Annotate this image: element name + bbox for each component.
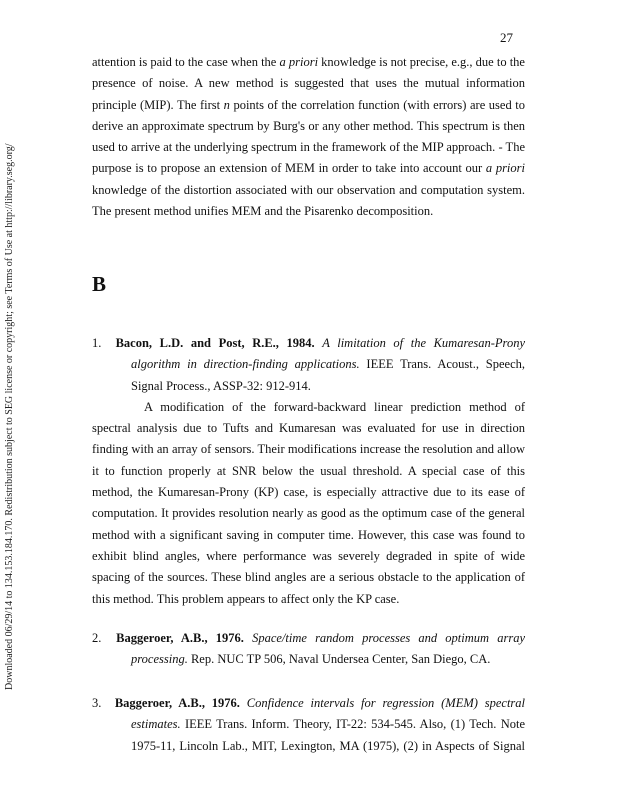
reference-source: Rep. NUC TP 506, Naval Undersea Center, San Diego, CA. xyxy=(190,652,491,667)
section-letter: B xyxy=(92,272,107,296)
reference-authors: Baggeroer, A.B., 1976. xyxy=(114,696,240,710)
intro-italic-3: a priori xyxy=(485,161,525,176)
reference-entry xyxy=(92,628,525,671)
reference-entry xyxy=(92,693,525,778)
reference-citation xyxy=(92,693,525,778)
intro-italic-1: a priori xyxy=(279,55,319,69)
intro-text-4: knowledge of the distortion associated with our observation and computation system. The present method unifies MEM and the Pisarenko decomposition. xyxy=(92,182,525,219)
reference-number: 3. xyxy=(92,696,102,710)
reference-abstract: A modification of the forward-backward linear prediction method of spectral analysis due to Tufts and Kumaresan was evaluated for use in direction finding with an array of sensors. Their modifications increase the resolution and allow it to function properly at SNR below the usual threshold. A special case of this method, the Kumaresan-Prony (KP) case, is especially attractive due to its ease of computation. It provides resolution nearly as good as the optimum case of the general method with a significant saving in computer time. However, this case was found to exhibit blind angles, where performance was severely degraded in spite of wide spacing of the sources. These blind angles are a serious obstacle to the application of this method. This problem appears to affect only the KP case. xyxy=(92,399,525,606)
reference-source: IEEE Trans. Acoust., Speech, Signal Process., ASSP-32: 912-914. xyxy=(131,357,526,393)
reference-number: 1. xyxy=(92,336,102,350)
reference-citation xyxy=(92,333,525,397)
intro-paragraph xyxy=(92,52,525,222)
download-notice: Downloaded 06/29/14 to 134.153.184.170. Redistribution subject to SEG license or copyright; see Terms of Use at http://library.seg.org/ xyxy=(4,143,15,690)
intro-text-1: attention is paid to the case when the xyxy=(92,55,280,69)
reference-number: 2. xyxy=(92,631,102,645)
reference-citation xyxy=(92,628,525,671)
intro-text-3: points of the correlation function (with errors) are used to derive an approximate spectrum by Burg's or any other method. This spectrum is then used to arrive at the underlying spectrum in the framework of the MIP approach. - The purpose is to propose an extension of MEM in order to take into account our xyxy=(92,97,525,176)
reference-source: IEEE Trans. Inform. Theory, IT-22: 534-545. Also, (1) Tech. Note 1975-11, Lincoln Lab., MIT, Lexington, MA (1975), (2) in Aspects of Signal xyxy=(131,717,526,753)
intro-italic-2: n xyxy=(223,97,230,112)
intro-text-2: knowledge is not precise, e.g., due to the presence of noise. A new method is suggested that uses the mutual information principle (MIP). The first xyxy=(92,55,525,112)
reference-title: A limitation of the Kumaresan-Prony algorithm in direction-finding applications. xyxy=(131,336,526,372)
reference-entry xyxy=(92,333,525,610)
reference-title: Confidence intervals for regression (MEM) spectral estimates. xyxy=(131,696,526,732)
reference-authors: Baggeroer, A.B., 1976. xyxy=(116,631,244,645)
reference-authors: Bacon, L.D. and Post, R.E., 1984. xyxy=(115,336,315,350)
page-number: 27 xyxy=(500,30,513,45)
reference-title: Space/time random processes and optimum array processing. xyxy=(131,631,525,667)
